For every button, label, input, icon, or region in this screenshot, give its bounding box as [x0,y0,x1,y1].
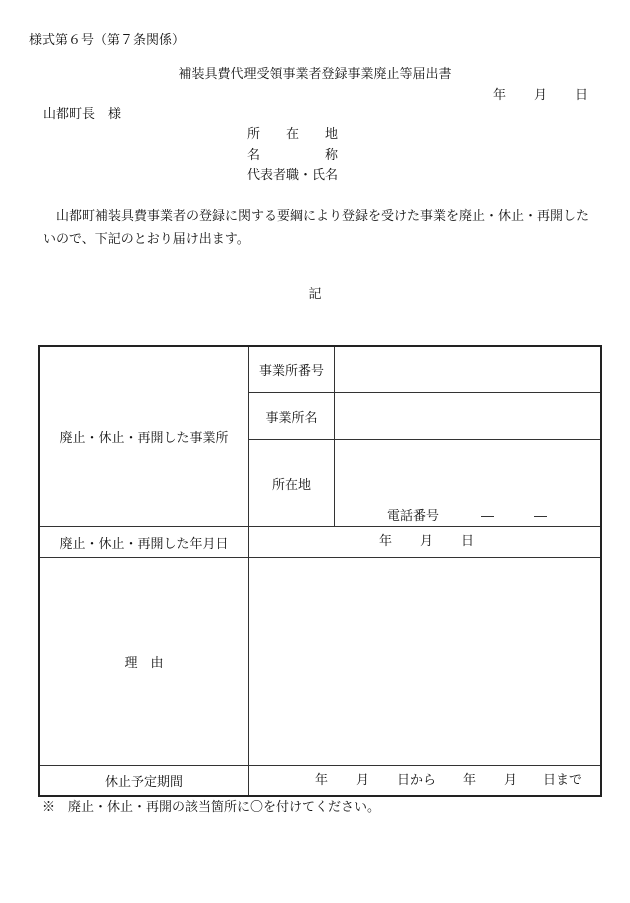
notification-table [38,345,602,797]
phone-dash: ― [534,509,547,524]
change-date-year: 年 [379,534,393,549]
office-number-field[interactable] [335,347,600,392]
ki-heading: 記 [308,287,322,302]
date-month: 月 [534,88,548,103]
office-name-field[interactable] [335,393,600,439]
change-date-day: 日 [461,534,475,549]
applicant-location-label: 所 在 地 [247,127,339,142]
address-label: 所在地 [271,477,311,493]
period-start-year: 年 [315,773,329,788]
address-field[interactable] [335,440,600,502]
applicant-name-label: 名 称 [247,148,339,163]
period-end-month: 月 [504,773,518,788]
period-start-day: 日から [397,773,437,788]
period-end-day: 日まで [543,773,583,788]
form-number-label: 様式第６号（第７条関係） [29,33,186,48]
reason-label: 理 由 [124,656,164,671]
office-number-label: 事業所番号 [258,364,324,379]
date-day: 日 [575,88,589,103]
body-text: 山都町補装具費事業者の登録に関する要綱により登録を受けた事業を廃止・休止・再開したいので、下記のとおり届け出ます。 [43,209,590,247]
phone-dash: ― [481,509,494,524]
footnote: ※ 廃止・休止・再開の該当箇所に〇を付けてください。 [42,800,381,815]
suspension-period-label: 休止予定期間 [104,775,183,790]
change-date-label: 廃止・休止・再開した年月日 [59,536,229,552]
date-year: 年 [493,88,507,103]
period-end-year: 年 [463,773,477,788]
applicant-representative-label: 代表者職・氏名 [247,168,339,183]
establishment-header: 廃止・休止・再開した事業所 [59,431,229,446]
reason-field[interactable] [249,558,600,765]
office-name-label: 事業所名 [265,410,318,426]
addressee: 山都町長 様 [43,107,122,122]
document-title: 補装具費代理受領事業者登録事業廃止等届出書 [178,67,452,82]
submission-date [493,89,588,102]
phone-label: 電話番号 [387,509,440,524]
period-start-month: 月 [356,773,370,788]
change-date-month: 月 [420,534,434,549]
